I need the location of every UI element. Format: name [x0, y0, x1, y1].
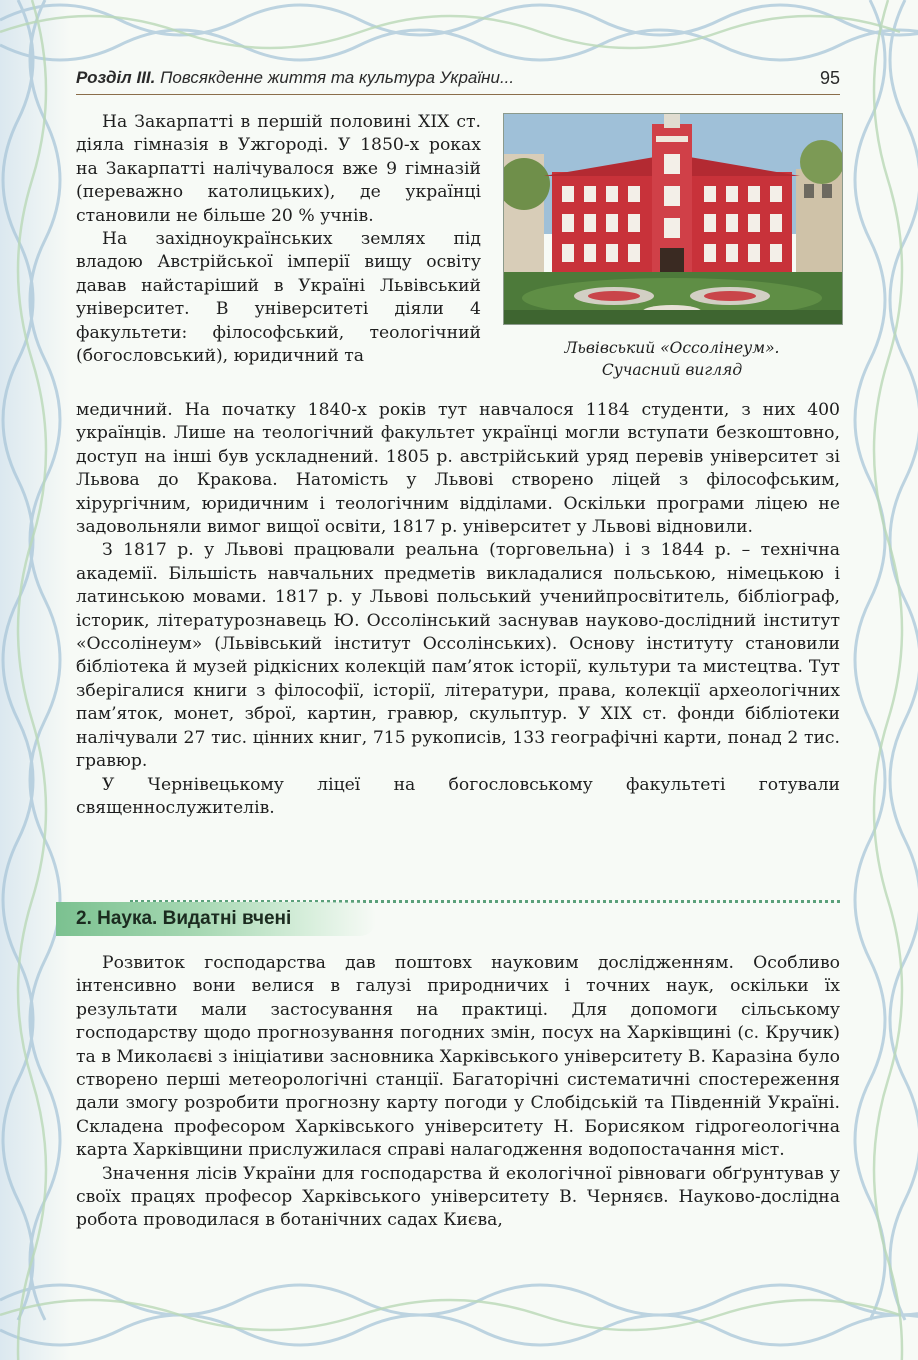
paragraph: З 1817 р. у Львові працювали реальна (торговельна) і з 1844 р. – технічна академії. Більшість навчальних предметів викладалися польською, німецькою і латинською мовами. 1817 р. у Львові польський ученийпросвітитель, бібліограф, історик, літературознавець Ю. Оссолінський заснував науково-дослідний інститут «Оссолінеум» (Львівський інститут Оссолінських). Основу інституту становили бібліотека й музей рідкісних колекцій пам’яток історії, культури та мистецтва. Тут зберігалися книги з філософії, історії, літератури, права, колекції археологічних пам’яток, монет, зброї, картин, гравюр, скульптур. У XIX ст. фонди бібліотеки налічували 27 тис. цінних книг, 715 рукописів, 133 географічні карти, понад 2 тис. гравюр.	[76, 540, 840, 772]
section-heading: 2. Наука. Видатні вчені	[56, 902, 376, 936]
running-header	[76, 68, 840, 95]
caption-line-2: Сучасний вигляд	[601, 361, 743, 379]
figure-ossolineum	[503, 113, 841, 381]
caption-line-1: Львівський «Оссолінеум».	[564, 339, 780, 357]
text-column-top	[76, 111, 481, 368]
paragraph: У Чернівецькому ліцеї на богословському факультеті готували священнослужителів.	[76, 774, 840, 818]
section-label: Розділ III.	[76, 68, 156, 87]
section-title: Повсякденне життя та культура України...	[160, 68, 515, 87]
ossolineum-photo	[503, 113, 843, 325]
figure-caption	[503, 337, 841, 381]
text-body-main	[76, 399, 840, 820]
paragraph: медичний. На початку 1840-х років тут навчалося 1184 студенти, з них 400 українців. Лише на теологічний факультет українці могли вступати безкоштовно, доступ на інші був ускладнений. 1805 р. австрійський уряд перевів університет зі Львова до Кракова. Натомість у Львові створено ліцей з філософським, хірургічним, юридичним і теологічним відділами. Оскільки програми ліцею не задовольняли вимог вищої освіти, 1817 р. університет у Львові відновили.	[76, 400, 840, 538]
paragraph: Розвиток господарства дав поштовх науковим дослідженням. Особливо інтенсивно вони велися в галузі природничих і точних наук, оскільки їх результати мали застосування на практиці. Для допомоги сільському господарству щодо прогнозування погодних змін, посух на Харківщині (с. Кручик) та в Миколаєві з ініціативи засновника Харківського університету В. Каразіна було створено перші метеорологічні станції. Багаторічні систематичні спостереження дали змогу розробити прогнозну карту погоди у Слобідській та Південній Україні. Складена професором Харківського університету Н. Борисяком гідрогеологічна карта Харківщини прислужилася справі налагодження водопостачання міст.	[76, 953, 840, 1161]
page-number: 95	[819, 68, 840, 88]
text-body-science	[76, 952, 840, 1233]
paragraph: На Закарпатті в першій половині XIX ст. діяла гімназія в Ужгороді. У 1850-х роках на Закарпатті налічувалося вже 9 гімназій (переважно католицьких), де українці становили не більше 20 % учнів.	[76, 112, 481, 226]
paragraph: На західноукраїнських землях під владою Австрійської імперії вищу освіту давав найстаріший в Україні Львівський університет. В університеті діяли 4 факультети: філософський, теологічний (богословський), юридичний та	[76, 229, 481, 367]
paragraph: Значення лісів України для господарства й екологічної рівноваги обґрунтував у своїх працях професор Харківського університету В. Черняєв. Науково-дослідна робота проводилася в ботанічних садах Києва,	[76, 1163, 840, 1231]
